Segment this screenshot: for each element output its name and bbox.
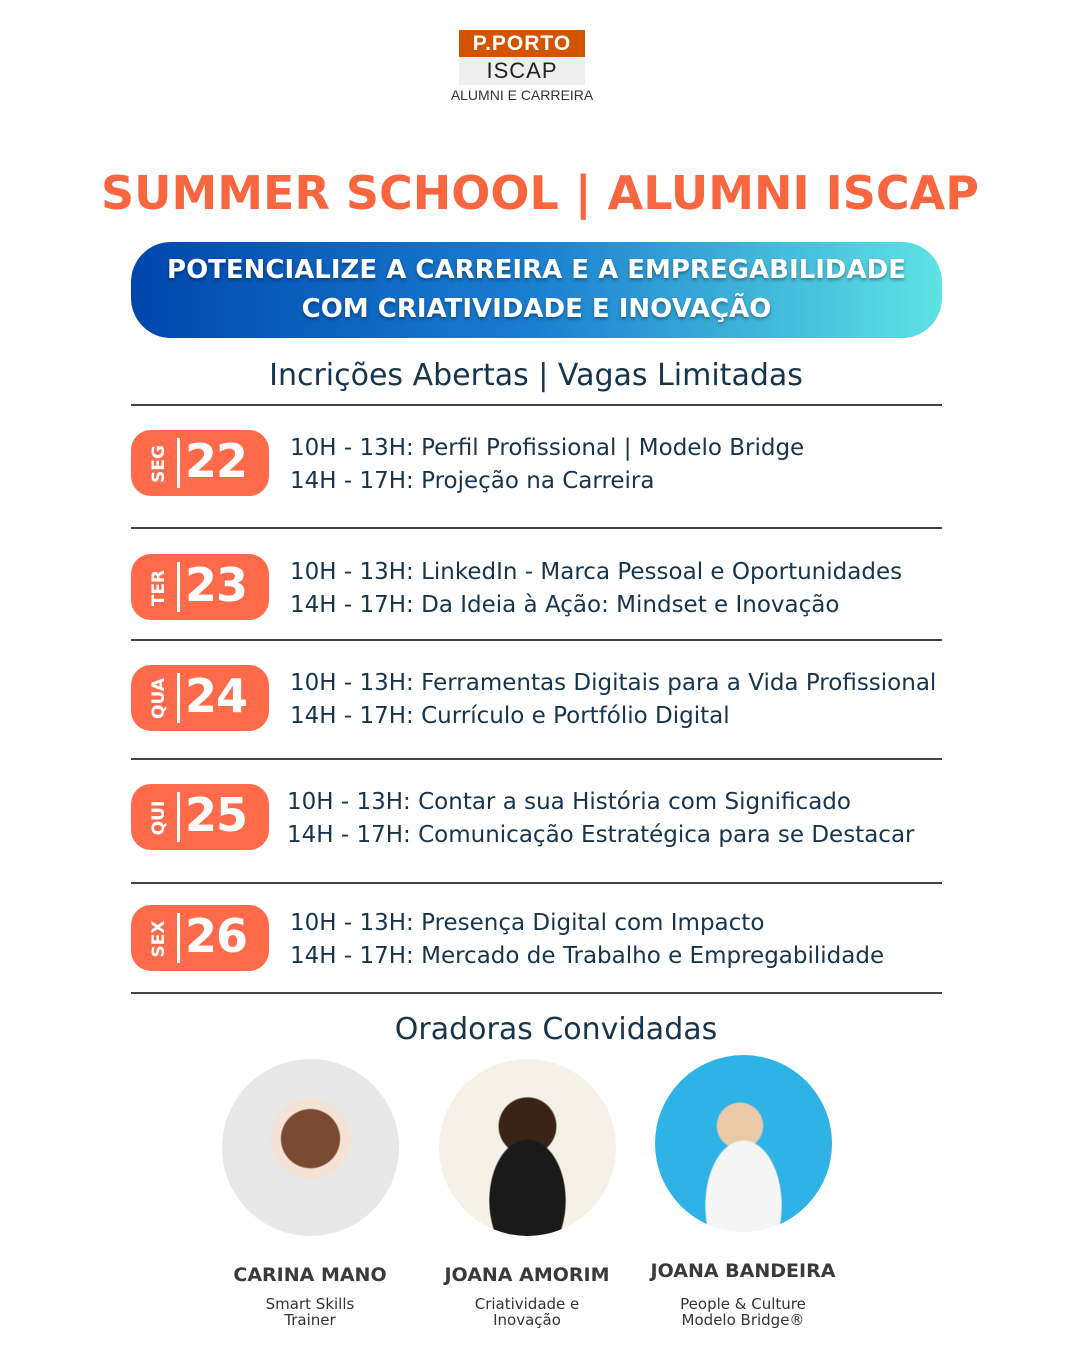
morning-session: 10H - 13H: Ferramentas Digitais para a Vida Profissional [290, 670, 937, 696]
morning-session: 10H - 13H: Presença Digital com Impacto [290, 910, 765, 936]
date-badge [131, 665, 269, 731]
afternoon-session: 14H - 17H: Comunicação Estratégica para se Destacar [287, 822, 915, 848]
schedule-row [131, 784, 1031, 854]
schedule-row [131, 554, 1031, 624]
banner-line-1: POTENCIALIZE A CARREIRA E A EMPREGABILIDADE [167, 255, 906, 285]
afternoon-session: 14H - 17H: Projeção na Carreira [290, 468, 655, 494]
speaker-name: JOANA BANDEIRA [650, 1260, 836, 1282]
schedule-row [131, 430, 1031, 500]
schedule-row [131, 905, 1031, 975]
morning-session: 10H - 13H: Perfil Profissional | Modelo Bridge [290, 435, 805, 461]
badge-separator [177, 438, 180, 488]
logo-bottom: ALUMNI E CARREIRA [450, 87, 594, 103]
speaker-role: Criatividade e [474, 1295, 580, 1313]
date-number: 24 [185, 669, 248, 723]
speaker-name: CARINA MANO [233, 1264, 387, 1286]
divider [131, 882, 942, 884]
divider [131, 992, 942, 994]
date-number: 22 [185, 434, 248, 488]
iscap-logo [450, 30, 594, 103]
speaker-role: People & Culture [680, 1295, 806, 1313]
date-number: 23 [185, 558, 248, 612]
speaker-card [643, 1055, 843, 1328]
divider [131, 639, 942, 641]
afternoon-session: 14H - 17H: Currículo e Portfólio Digital [290, 703, 730, 729]
speaker-role: Smart Skills [265, 1295, 355, 1313]
weekday-label: QUA [149, 678, 169, 719]
badge-separator [177, 792, 180, 842]
speaker-role: Modelo Bridge® [681, 1311, 805, 1329]
speaker-card [427, 1059, 627, 1328]
afternoon-session: 14H - 17H: Mercado de Trabalho e Empregabilidade [290, 943, 885, 969]
divider [131, 404, 942, 406]
weekday-label: SEX [149, 920, 169, 958]
date-badge [131, 784, 269, 850]
logo-middle: ISCAP [459, 57, 585, 85]
date-number: 25 [185, 788, 248, 842]
speakers-title: Oradoras Convidadas [394, 1012, 718, 1047]
registration-subtitle: Incrições Abertas | Vagas Limitadas [269, 358, 803, 393]
speaker-role: Trainer [284, 1311, 336, 1329]
speaker-photo [655, 1055, 832, 1232]
speaker-name: JOANA AMORIM [444, 1264, 610, 1286]
afternoon-session: 14H - 17H: Da Ideia à Ação: Mindset e Inovação [290, 592, 840, 618]
banner-line-2: COM CRIATIVIDADE E INOVAÇÃO [301, 294, 772, 324]
schedule-row [131, 665, 1031, 735]
headline-banner [131, 242, 942, 338]
badge-separator [177, 562, 180, 612]
weekday-label: SEG [149, 445, 169, 483]
badge-separator [177, 913, 180, 963]
page-title: SUMMER SCHOOL | ALUMNI ISCAP [101, 166, 979, 220]
weekday-label: QUI [149, 800, 169, 836]
date-badge [131, 430, 269, 496]
date-badge [131, 554, 269, 620]
badge-separator [177, 673, 180, 723]
speaker-card [210, 1059, 410, 1328]
morning-session: 10H - 13H: Contar a sua História com Significado [287, 789, 851, 815]
date-badge [131, 905, 269, 971]
logo-top: P.PORTO [459, 30, 585, 57]
divider [131, 527, 942, 529]
speaker-photo [439, 1059, 616, 1236]
date-number: 26 [185, 909, 248, 963]
morning-session: 10H - 13H: LinkedIn - Marca Pessoal e Oportunidades [290, 559, 903, 585]
speaker-role: Inovação [493, 1311, 561, 1329]
weekday-label: TER [149, 569, 169, 607]
divider [131, 758, 942, 760]
speaker-photo [222, 1059, 399, 1236]
